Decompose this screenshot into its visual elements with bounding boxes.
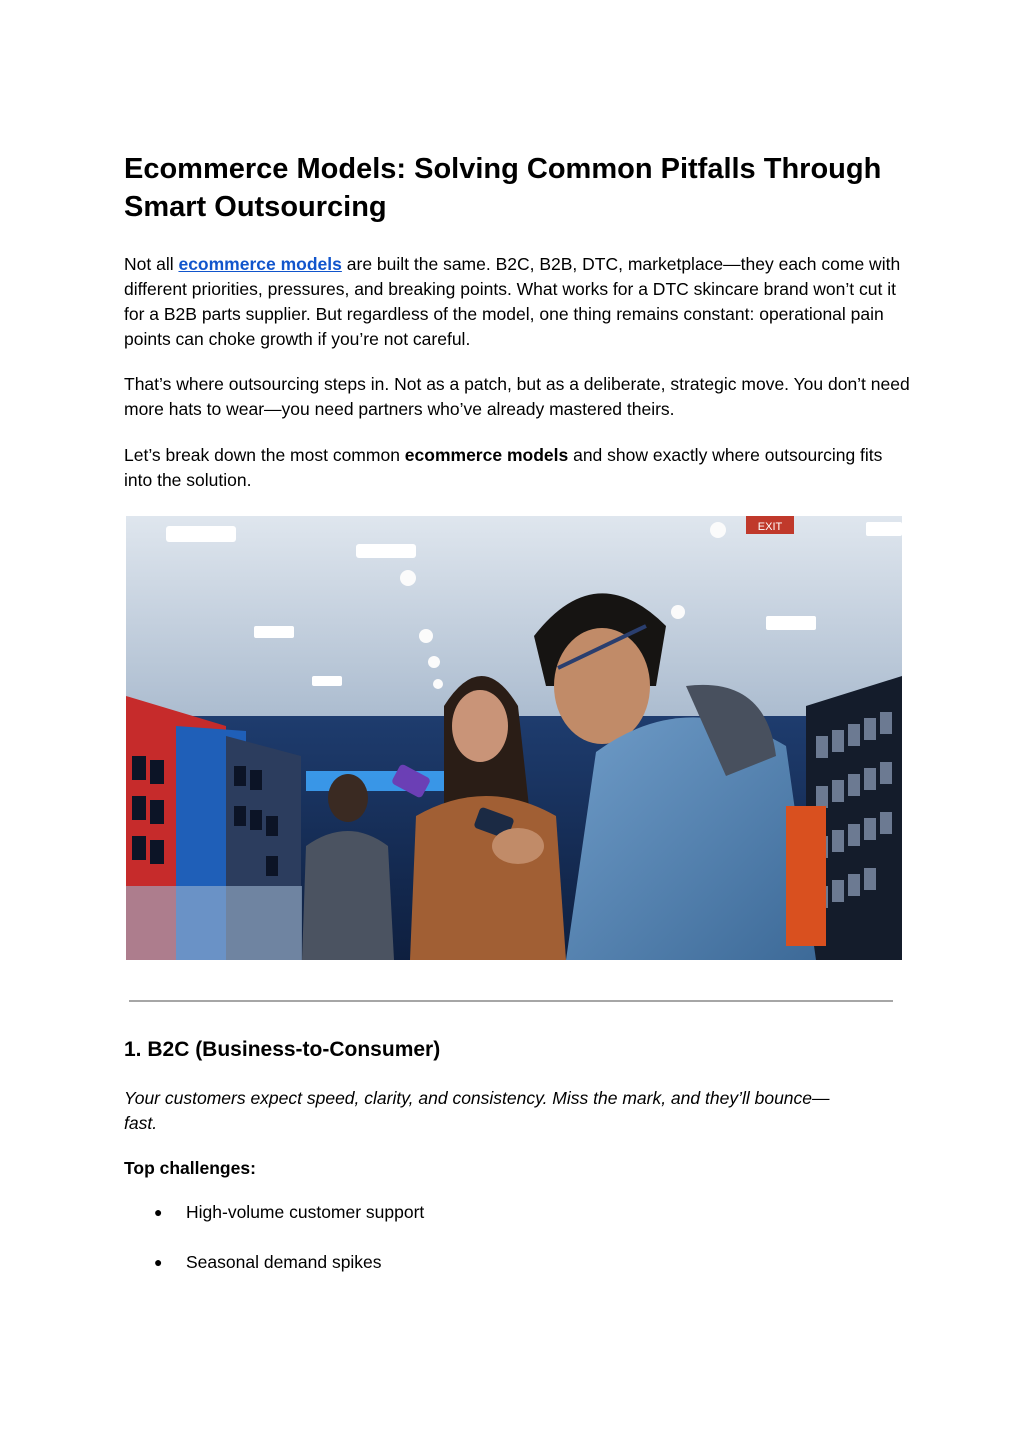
hero-image-electronics-store [126, 516, 902, 960]
list-item-text: High-volume customer support [186, 1202, 425, 1222]
section-divider [129, 1000, 893, 1002]
intro3-text-continued: and show exactly where outsourcing fits into the solution. [124, 445, 883, 490]
section-heading-b2c: 1. B2C (Business-to-Consumer) [124, 1038, 441, 1061]
intro-paragraph-3 [124, 443, 914, 493]
bullet-icon: ● [154, 1204, 163, 1220]
intro3-text: Let’s break down the most common [124, 445, 405, 465]
intro-paragraph-1 [124, 252, 914, 352]
challenges-label: Top challenges: [124, 1158, 256, 1178]
ecommerce-models-link[interactable]: ecommerce models [178, 254, 342, 274]
intro3-bold-term: ecommerce models [404, 445, 569, 465]
intro-paragraph-2: That’s where outsourcing steps in. Not as a patch, but as a deliberate, strategic move. You don’t need more hats to wear—you need partners who’ve already mastered theirs. [124, 374, 910, 419]
list-item [124, 1200, 824, 1250]
exit-sign-text: EXIT [757, 521, 783, 533]
intro-text: Not all [124, 254, 179, 274]
challenges-list [124, 1200, 824, 1300]
list-item-text: Seasonal demand spikes [186, 1252, 382, 1272]
list-item [124, 1250, 824, 1300]
section-lede: Your customers expect speed, clarity, and consistency. Miss the mark, and they’ll bounce—fast. [124, 1088, 830, 1133]
intro-text-continued: are built the same. B2C, B2B, DTC, marketplace—they each come with different priorities, pressures, and breaking points. What works for a DTC skincare brand won’t cut it for a B2B parts supplier. But regardless of the model, one thing remains constant: operational pain points can choke growth if you’re not careful. [124, 254, 901, 349]
page-title: Ecommerce Models: Solving Common Pitfalls Through Smart Outsourcing [124, 153, 882, 223]
bullet-icon: ● [154, 1254, 163, 1270]
